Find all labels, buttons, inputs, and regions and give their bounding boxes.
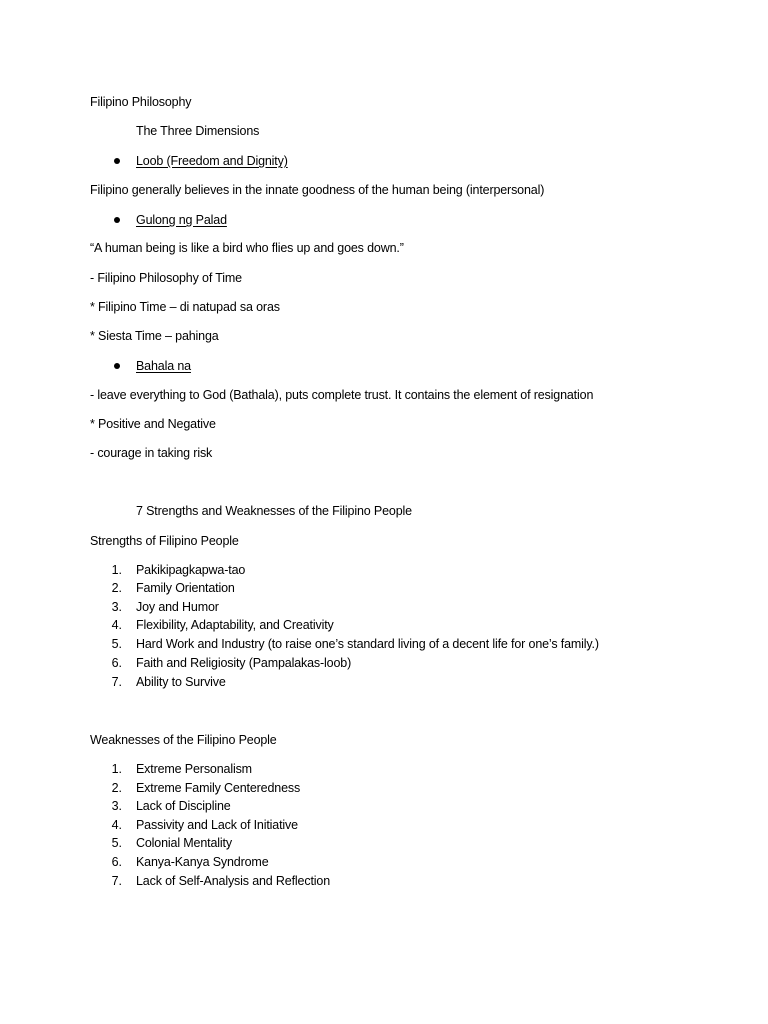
list-item: Joy and Humor [136, 600, 219, 614]
list-item: Flexibility, Adaptability, and Creativity [136, 618, 334, 632]
quote-text: “A human being is like a bird who flies up and goes down.” [90, 241, 404, 255]
list-item: Lack of Discipline [136, 799, 231, 813]
list-item: Lack of Self-Analysis and Reflection [136, 874, 331, 888]
list-number: 4. [111, 618, 122, 632]
dimension-heading-gulong: Gulong ng Palad [136, 213, 227, 227]
list-number: 6. [111, 656, 122, 670]
list-number: 3. [111, 600, 122, 614]
list-number: 1. [111, 762, 122, 776]
body-line: * Positive and Negative [90, 417, 216, 431]
list-number: 2. [111, 581, 122, 595]
dimension-text: Filipino generally believes in the innate goodness of the human being (interpersonal) [90, 183, 545, 197]
section-title: 7 Strengths and Weaknesses of the Filipino People [136, 504, 412, 518]
body-line: * Filipino Time – di natupad sa oras [90, 300, 280, 314]
list-number: 6. [111, 855, 122, 869]
document-subtitle: The Three Dimensions [136, 124, 260, 138]
strengths-heading: Strengths of Filipino People [90, 534, 239, 548]
list-item: Pakikipagkapwa-tao [136, 563, 246, 577]
document-title: Filipino Philosophy [90, 95, 192, 109]
list-number: 3. [111, 799, 122, 813]
bullet-icon [114, 158, 120, 164]
list-number: 7. [111, 675, 122, 689]
list-item: Family Orientation [136, 581, 235, 595]
body-line: * Siesta Time – pahinga [90, 329, 219, 343]
dimension-heading-bahala: Bahala na [136, 359, 191, 373]
list-number: 5. [111, 836, 122, 850]
list-number: 2. [111, 781, 122, 795]
list-item: Kanya-Kanya Syndrome [136, 855, 269, 869]
list-item: Ability to Survive [136, 675, 226, 689]
dimension-heading-loob: Loob (Freedom and Dignity) [136, 154, 288, 168]
list-number: 1. [111, 563, 122, 577]
list-number: 5. [111, 637, 122, 651]
list-item: Extreme Family Centeredness [136, 781, 301, 795]
list-item: Faith and Religiosity (Pampalakas-loob) [136, 656, 352, 670]
list-item: Hard Work and Industry (to raise one’s standard living of a decent life for one’s family.) [136, 637, 599, 651]
list-number: 4. [111, 818, 122, 832]
bullet-icon [114, 363, 120, 369]
list-item: Passivity and Lack of Initiative [136, 818, 298, 832]
body-line: - leave everything to God (Bathala), puts complete trust. It contains the element of resignation [90, 388, 594, 402]
body-line: - courage in taking risk [90, 446, 213, 460]
list-item: Colonial Mentality [136, 836, 232, 850]
list-item: Extreme Personalism [136, 762, 252, 776]
list-number: 7. [111, 874, 122, 888]
body-line: - Filipino Philosophy of Time [90, 271, 242, 285]
bullet-icon [114, 217, 120, 223]
weaknesses-heading: Weaknesses of the Filipino People [90, 733, 277, 747]
